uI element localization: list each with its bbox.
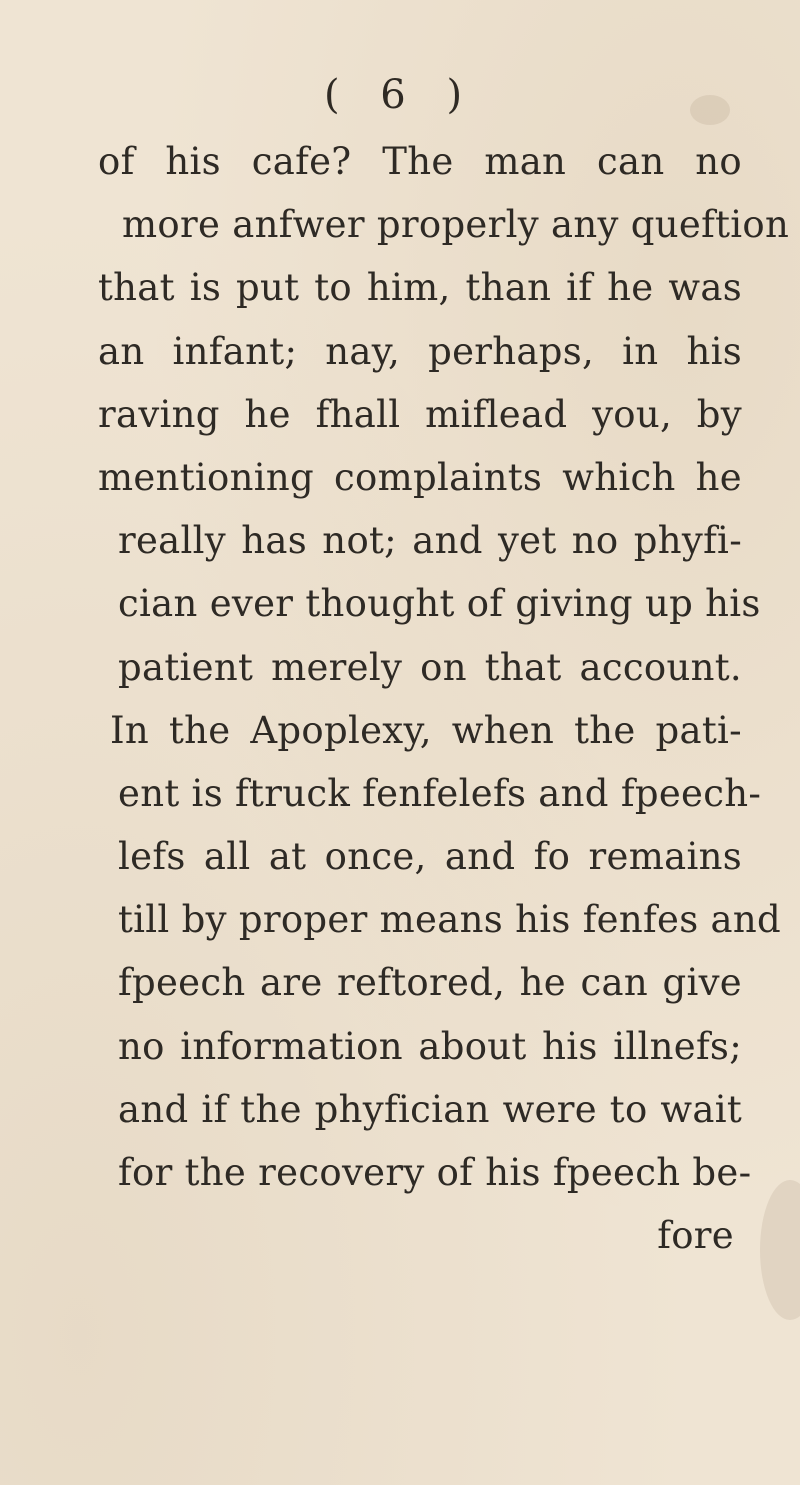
text-line: ent is ftruck fenfelefs and fpeech-	[118, 771, 762, 815]
text-line: In the Apoplexy, when the pati-	[110, 708, 742, 752]
text-line: for the recovery of his fpeech be-	[118, 1151, 752, 1194]
text-line: no information about his illnefs;	[118, 1024, 742, 1068]
text-line: till by proper means his fenfes and	[118, 898, 782, 942]
text-line: and if the phyfician were to wait	[118, 1087, 742, 1131]
catchword: fore	[657, 1214, 734, 1258]
paper-stain	[760, 1180, 800, 1320]
text-line: an infant; nay, perhaps, in his	[98, 329, 742, 373]
text-line: mentioning complaints which he	[98, 455, 742, 499]
text-line: patient merely on that account.	[118, 645, 742, 689]
text-line: of his cafe? The man can no	[98, 140, 742, 183]
text-line: cian ever thought of giving up his	[118, 582, 761, 626]
text-line: lefs all at once, and fo remains	[118, 835, 742, 879]
text-line: that is put to him, than if he was	[98, 266, 742, 310]
body-text	[98, 130, 790, 1267]
text-line: raving he fhall miflead you, by	[98, 392, 742, 436]
text-line: really has not; and yet no phyfi-	[118, 519, 742, 563]
text-line: more anfwer properly any queftion	[122, 203, 790, 247]
page-number: ( 6 )	[323, 72, 477, 118]
text-line: fpeech are reftored, he can give	[118, 961, 742, 1005]
